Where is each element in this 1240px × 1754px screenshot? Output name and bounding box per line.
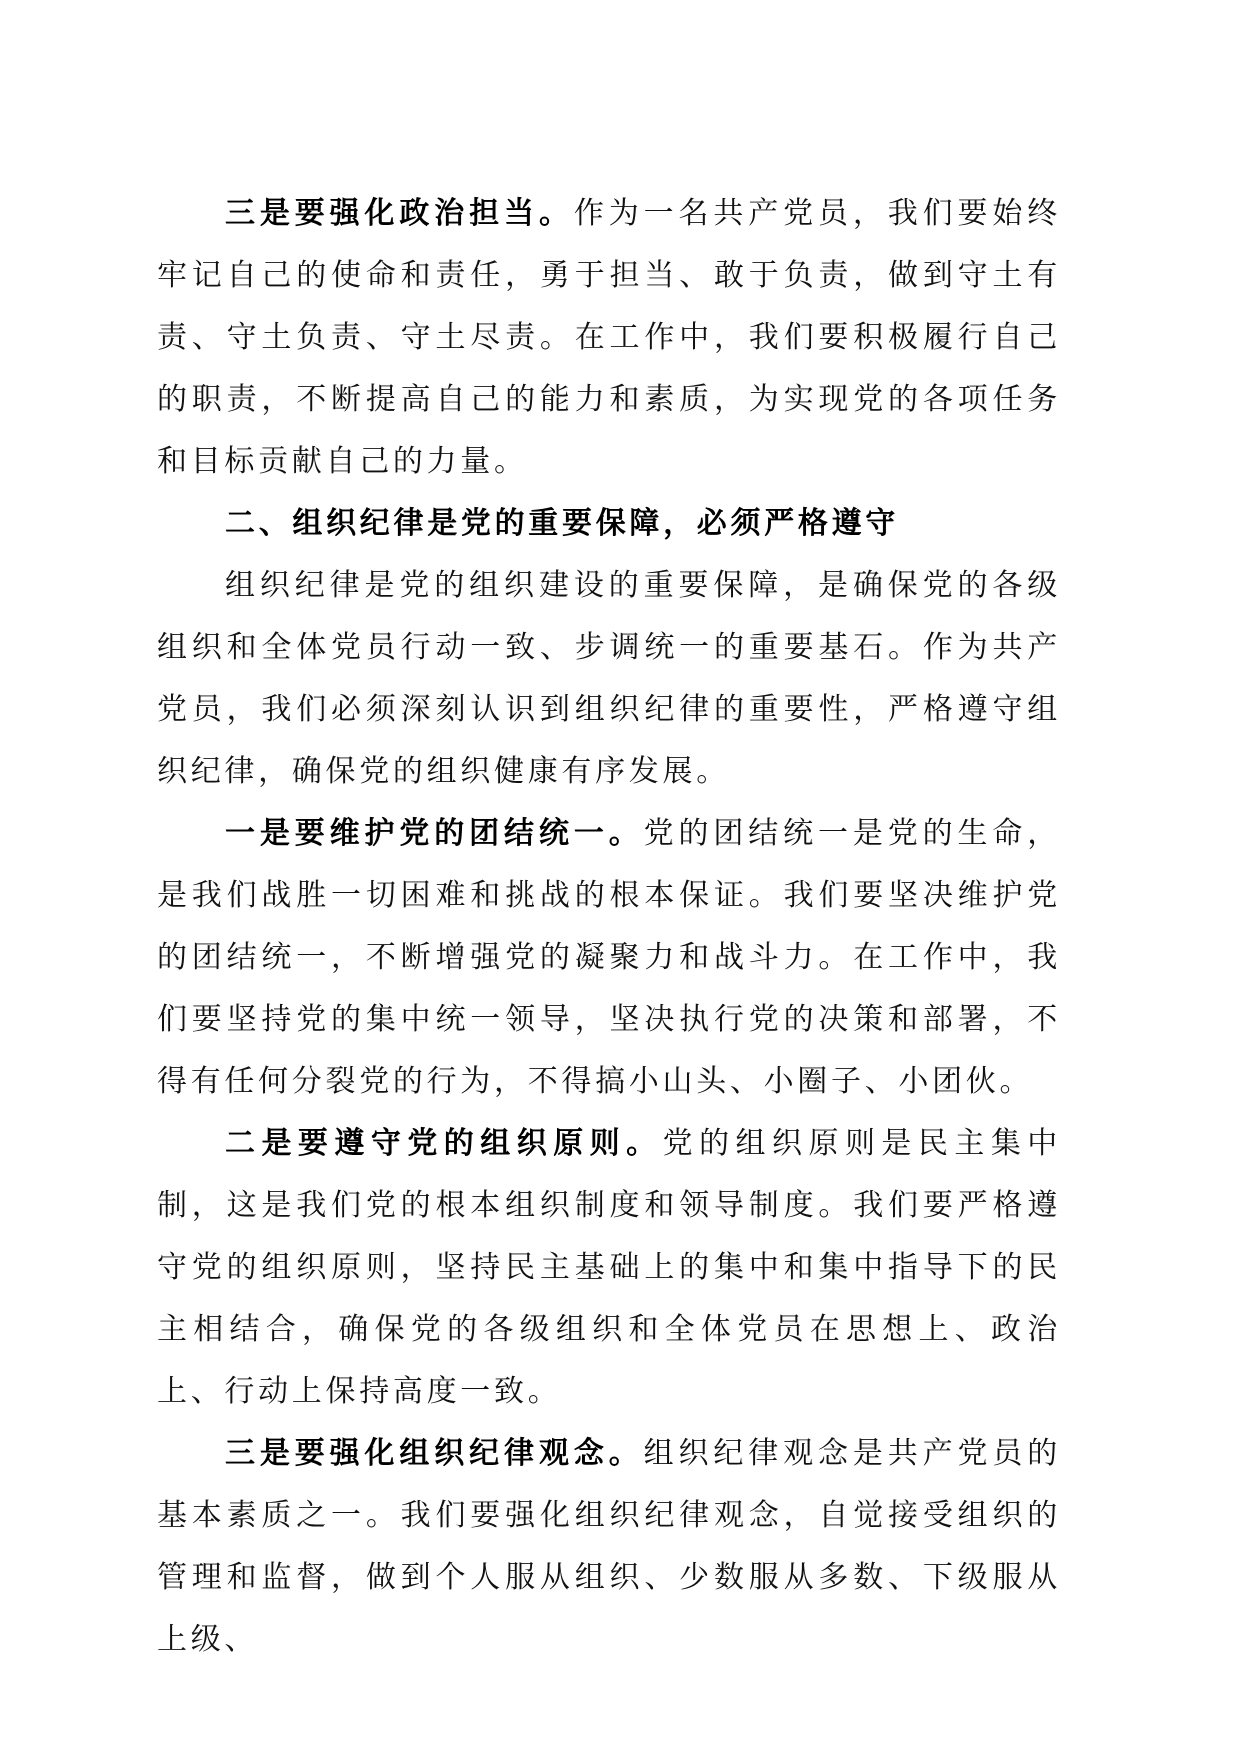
paragraph-text: 组织纪律是党的组织建设的重要保障，是确保党的各级组织和全体党员行动一致、步调统一的重要基石。作为共产党员，我们必须深刻认识到组织纪律的重要性，严格遵守组织纪律，确保党的组织健康有序发展。 — [157, 568, 1061, 789]
paragraph-text: 组织纪律观念是共产党员的基本素质之一。我们要强化组织纪律观念，自觉接受组织的管理和监督，做到个人服从组织、少数服从多数、下级服从上级、 — [157, 1436, 1061, 1657]
paragraph-discipline-awareness — [157, 1423, 1061, 1671]
paragraph-text: 党的组织原则是民主集中制，这是我们党的根本组织制度和领导制度。我们要严格遵守党的组织原则，坚持民主基础上的集中和集中指导下的民主相结合，确保党的各级组织和全体党员在思想上、政治上、行动上保持高度一致。 — [157, 1126, 1062, 1409]
section-heading: 二、组织纪律是党的重要保障，必须严格遵守 — [225, 506, 899, 541]
paragraph-lead: 一是要维护党的团结统一。 — [225, 816, 644, 851]
paragraph-lead: 二是要遵守党的组织原则。 — [225, 1126, 663, 1161]
paragraph-lead: 三是要强化组织纪律观念。 — [225, 1436, 644, 1471]
paragraph-section-intro — [157, 555, 1061, 803]
document-body — [157, 183, 1061, 1671]
paragraph-lead: 三是要强化政治担当。 — [225, 196, 574, 231]
paragraph-party-unity — [157, 803, 1061, 1113]
paragraph-organizational-principle — [157, 1113, 1061, 1423]
paragraph-text: 作为一名共产党员，我们要始终牢记自己的使命和责任，勇于担当、敢于负责，做到守土有责、守土负责、守土尽责。在工作中，我们要积极履行自己的职责，不断提高自己的能力和素质，为实现党的各项任务和目标贡献自己的力量。 — [157, 196, 1061, 479]
paragraph-political-responsibility — [157, 183, 1061, 493]
paragraph-text: 党的团结统一是党的生命，是我们战胜一切困难和挑战的根本保证。我们要坚决维护党的团结统一，不断增强党的凝聚力和战斗力。在工作中，我们要坚持党的集中统一领导，坚决执行党的决策和部署，不得有任何分裂党的行为，不得搞小山头、小圈子、小团伙。 — [157, 816, 1061, 1099]
